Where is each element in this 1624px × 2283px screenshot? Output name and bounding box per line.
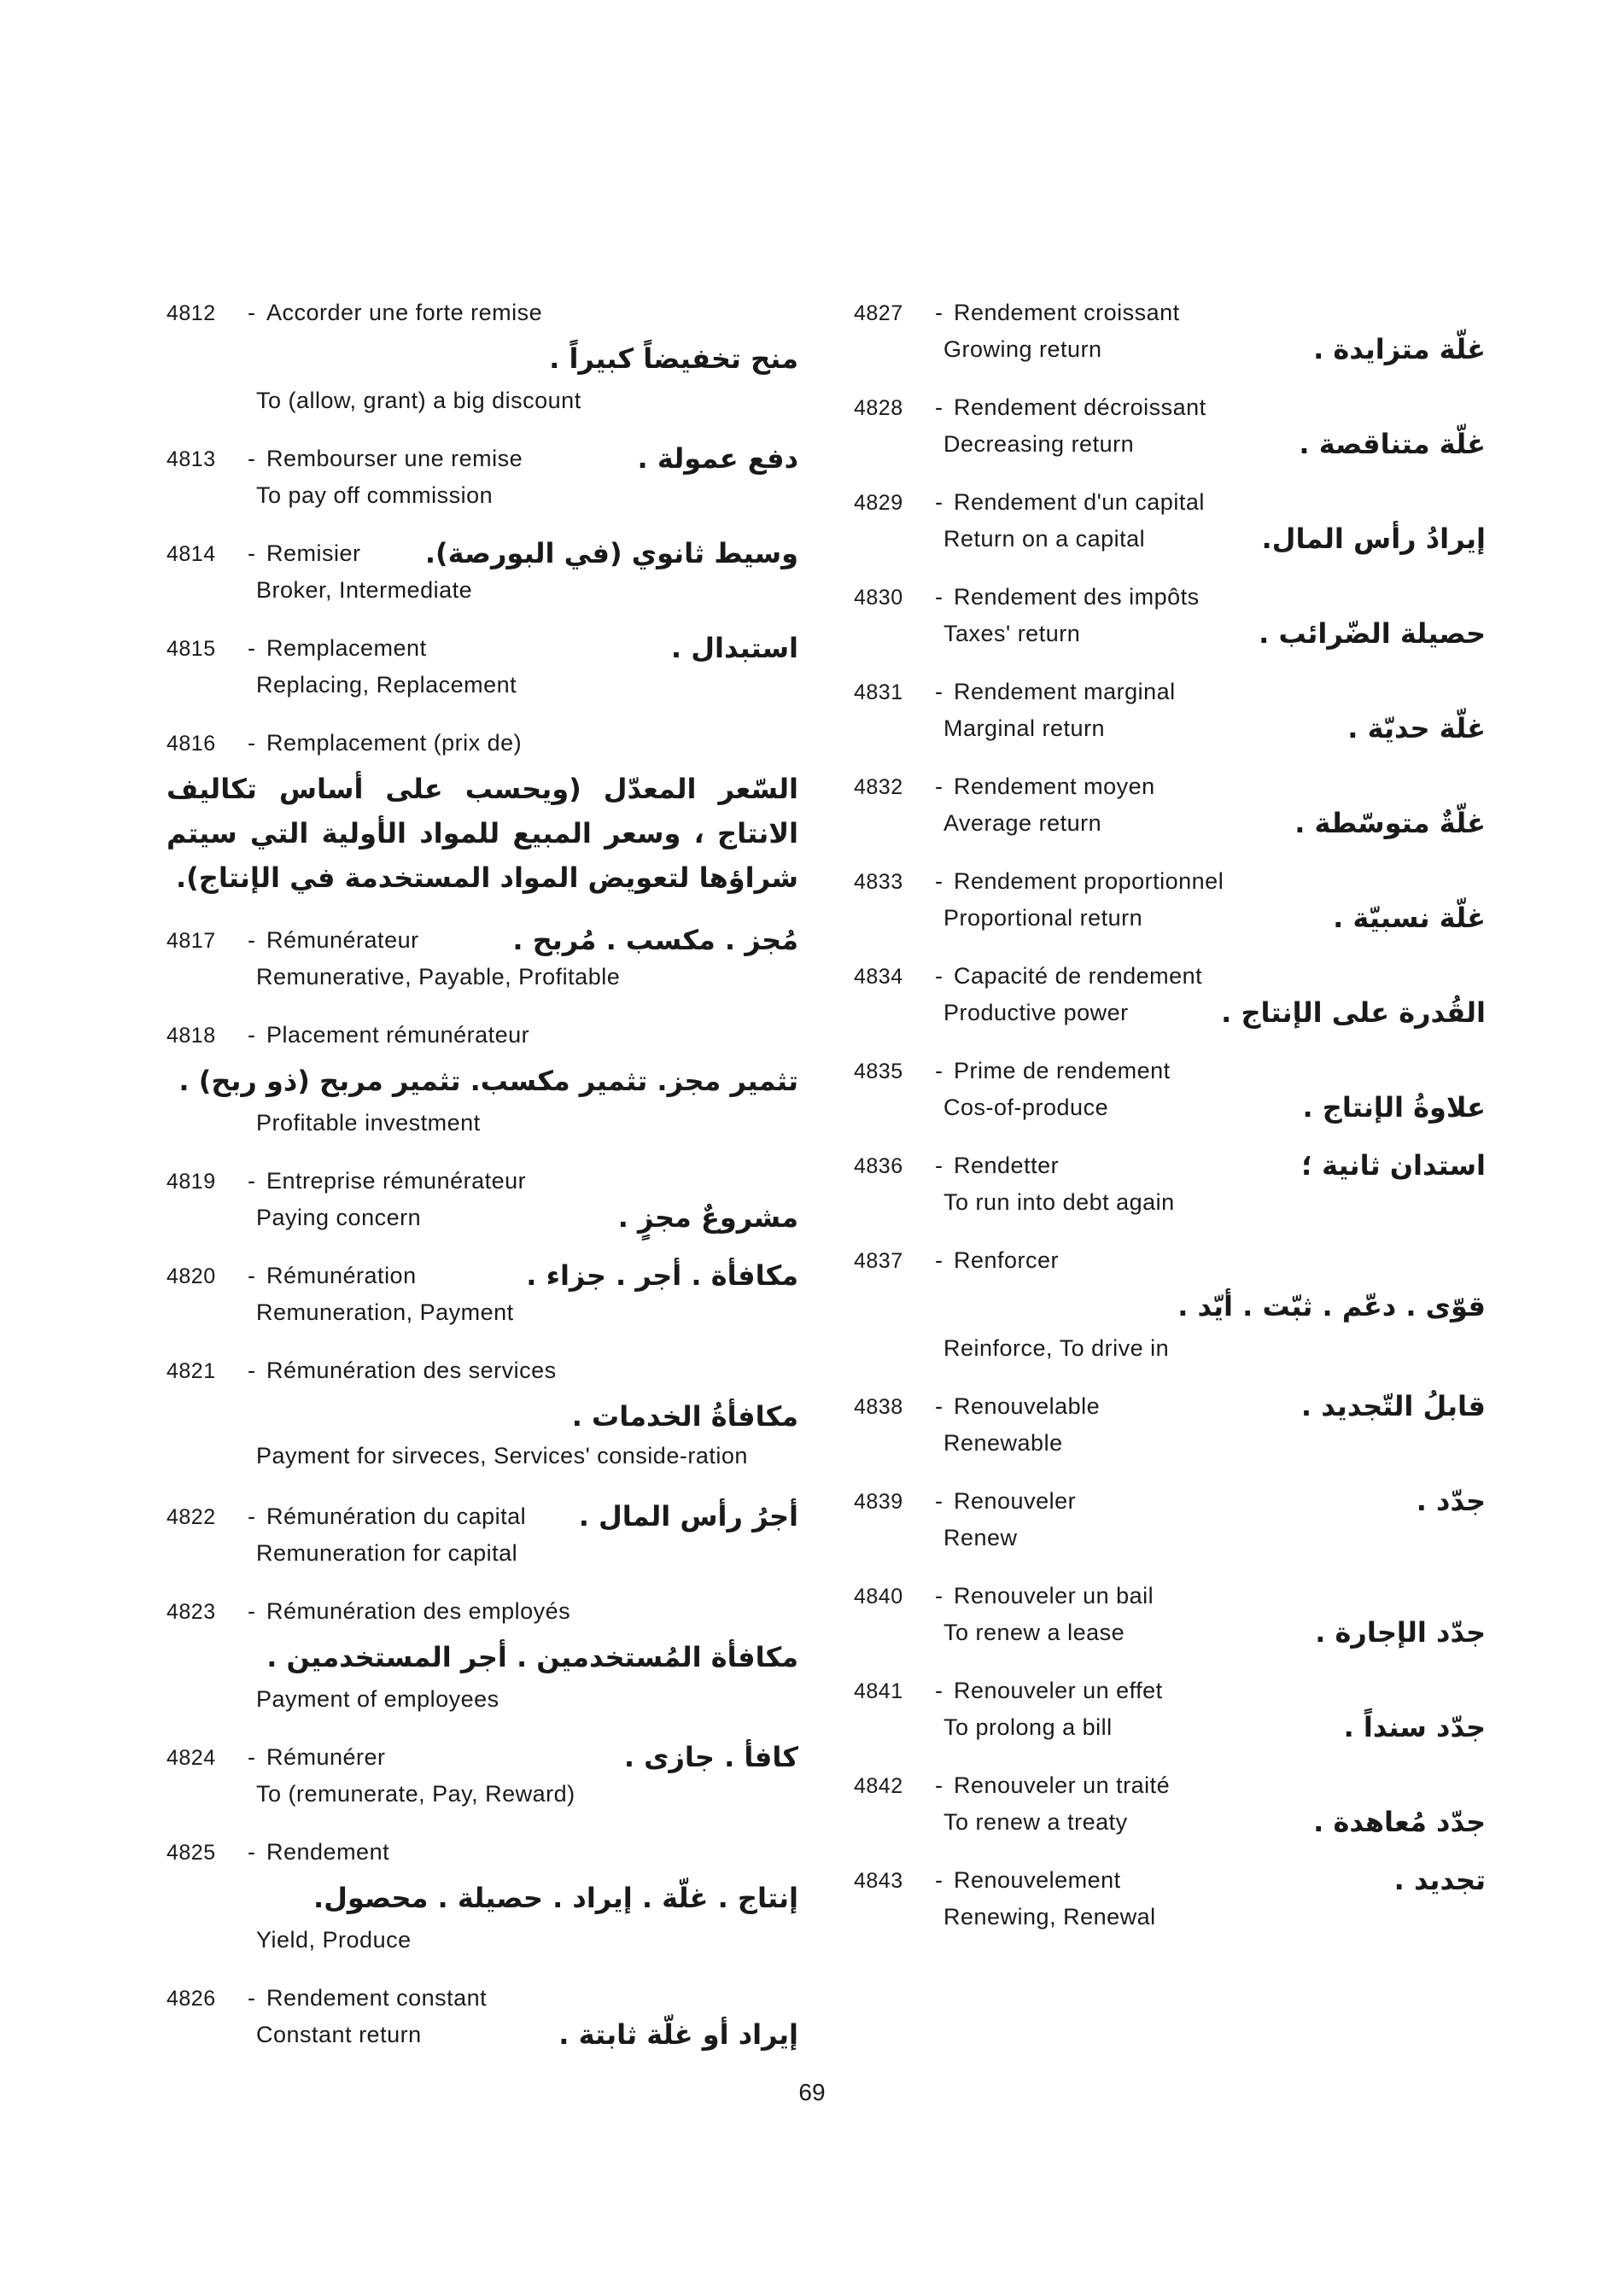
entry-number: 4829 [854, 491, 903, 515]
arabic-term: غلّةٌ متوسّطة . [1294, 807, 1486, 839]
english-term: Taxes' return [943, 621, 1081, 646]
arabic-term: حصيلة الضّرائب . [1259, 617, 1486, 650]
english-term: Renewing, Renewal [943, 1904, 1156, 1930]
french-term: Renouvelement [954, 1867, 1121, 1893]
entry-number: 4842 [854, 1774, 903, 1798]
french-term: Accorder une forte remise [266, 300, 543, 325]
arabic-term: أجرُ رأس المال . [578, 1500, 798, 1533]
entry-4841: 4841 - Renouveler un effet To prolong a bill جدّد سنداً . [854, 1673, 1486, 1745]
french-term: Rendement constant [266, 1985, 488, 2011]
arabic-term: مشروعٌ مجزٍ . [617, 1201, 798, 1234]
arabic-term: قوّى . دعّم . ثبّت . أيّد . [1177, 1290, 1486, 1323]
entry-number: 4831 [854, 680, 903, 704]
arabic-term: مكافأة . أجر . جزاء . [526, 1259, 798, 1292]
entry-4829: 4829 - Rendement d'un capital Return on a capital إيرادُ رأس المال. [854, 484, 1486, 557]
arabic-term: قابلُ التّجديد . [1300, 1390, 1486, 1422]
entry-4817: 4817 - Rémunérateur مُجز . مكسب . مُربح . Remunerative, Payable, Profitable [166, 922, 798, 995]
french-term: Rembourser une remise [266, 446, 523, 471]
french-term: Rendement [266, 1839, 390, 1865]
arabic-term: إيراد أو غلّة ثابتة . [558, 2018, 798, 2051]
arabic-term: جدّد مُعاهدة . [1313, 1806, 1486, 1838]
french-term: Rendetter [954, 1153, 1060, 1178]
arabic-term: وسيط ثانوي (في البورصة). [424, 537, 798, 569]
english-term: Cos-of-produce [943, 1095, 1109, 1120]
arabic-term: مكافأة المُستخدمين . أجر المستخدمين . [266, 1641, 798, 1673]
entry-4828: 4828 - Rendement décroissant Decreasing return غلّة متناقصة . [854, 389, 1486, 462]
entry-number: 4838 [854, 1395, 903, 1419]
entry-number: 4821 [166, 1359, 216, 1383]
entry-number: 4818 [166, 1024, 216, 1048]
entry-number: 4835 [854, 1060, 903, 1083]
entry-4816: 4816 - Remplacement (prix de) السّعر المعدّل (ويحسب على أساس تكاليف الانتاج ، وسعر المبيع للمواد الأولية التي سيتم شراؤها لتعويض المواد المستخدمة في الإنتاج). [166, 725, 798, 900]
entry-number: 4830 [854, 586, 903, 610]
entry-number: 4814 [166, 542, 216, 566]
french-term: Renouveler un effet [954, 1678, 1163, 1703]
english-term: Growing return [943, 336, 1102, 362]
english-term: Remunerative, Payable, Profitable [256, 964, 621, 990]
english-term: Payment of employees [256, 1686, 499, 1712]
english-term: Average return [943, 810, 1102, 836]
entry-number: 4822 [166, 1505, 216, 1529]
entry-4818: 4818 - Placement rémunérateur تثمير مجز. تثمير مكسب. تثمير مربح (ذو ربح) . Profitable investment [166, 1017, 798, 1141]
entry-number: 4825 [166, 1841, 216, 1865]
french-term: Rémunérateur [266, 927, 419, 953]
arabic-term: دفع عمولة . [637, 442, 798, 475]
french-term: Capacité de rendement [954, 963, 1203, 989]
arabic-term: إنتاج . غلّة . إيراد . حصيلة . محصول. [313, 1882, 798, 1914]
entry-number: 4836 [854, 1154, 903, 1178]
french-term: Renouveler un traité [954, 1772, 1171, 1798]
entry-4822: 4822 - Rémunération du capital أجرُ رأس المال . Remuneration for capital [166, 1498, 798, 1571]
arabic-term: مُجز . مكسب . مُربح . [512, 924, 798, 956]
entry-number: 4815 [166, 637, 216, 661]
entry-number: 4828 [854, 396, 903, 420]
english-term: To renew a lease [943, 1620, 1125, 1645]
entry-4824: 4824 - Rémunérer كافأ . جازى . To (remunerate, Pay, Reward) [166, 1739, 798, 1812]
entry-4840: 4840 - Renouveler un bail To renew a lease جدّد الإجارة . [854, 1578, 1486, 1650]
page-number: 69 [798, 2079, 826, 2105]
arabic-term: جدّد سنداً . [1343, 1711, 1486, 1743]
left-column [166, 295, 798, 2075]
entry-4834: 4834 - Capacité de rendement Productive power القُدرة على الإنتاج . [854, 958, 1486, 1031]
entry-4821: 4821 - Rémunération des services مكافأةُ الخدمات . Payment for sirveces, Services' conside-ration [166, 1352, 798, 1476]
entry-4812: 4812 - Accorder une forte remise منح تخفيضاً كبيراً . To (allow, grant) a big discount [166, 295, 798, 418]
entry-4813: 4813 - Rembourser une remise دفع عمولة . To pay off commission [166, 441, 798, 513]
french-term: Placement rémunérateur [266, 1022, 530, 1048]
entry-number: 4820 [166, 1264, 216, 1288]
entry-4823: 4823 - Rémunération des employés مكافأة المُستخدمين . أجر المستخدمين . Payment of employees [166, 1593, 798, 1717]
english-term: Productive power [943, 1000, 1129, 1025]
arabic-term: إيرادُ رأس المال. [1261, 523, 1486, 555]
english-term: To (remunerate, Pay, Reward) [256, 1781, 575, 1807]
arabic-term: استدان ثانية ؛ [1301, 1149, 1486, 1182]
french-term: Rémunérer [266, 1744, 386, 1770]
arabic-term: تجديد . [1393, 1864, 1486, 1896]
english-term: Decreasing return [943, 431, 1135, 457]
entry-4827: 4827 - Rendement croissant Growing return غلّة متزايدة . [854, 295, 1486, 367]
arabic-term: السّعر المعدّل (ويحسب على أساس تكاليف الانتاج ، وسعر المبيع للمواد الأولية التي سيتم شراؤها لتعويض المواد المستخدمة في الإنتاج). [166, 773, 798, 894]
entry-4835: 4835 - Prime de rendement Cos-of-produce علاوةُ الإنتاج . [854, 1053, 1486, 1125]
entry-4843: 4843 - Renouvelement تجديد . Renewing, Renewal [854, 1862, 1486, 1935]
french-term: Prime de rendement [954, 1058, 1171, 1083]
english-term: Marginal return [943, 715, 1106, 741]
entry-4833: 4833 - Rendement proportionnel Proportional return غلّة نسبيّة . [854, 863, 1486, 936]
entry-4830: 4830 - Rendement des impôts Taxes' return حصيلة الضّرائب . [854, 579, 1486, 651]
entry-4842: 4842 - Renouveler un traité To renew a treaty جدّد مُعاهدة . [854, 1767, 1486, 1840]
french-term: Rendement proportionnel [954, 868, 1224, 894]
arabic-term: كافأ . جازى . [623, 1741, 798, 1773]
french-term: Renouveler [954, 1488, 1077, 1514]
entry-4820: 4820 - Rémunération مكافأة . أجر . جزاء . Remuneration, Payment [166, 1258, 798, 1330]
english-term: Proportional return [943, 905, 1143, 931]
entry-4825: 4825 - Rendement إنتاج . غلّة . إيراد . حصيلة . محصول. Yield, Produce [166, 1834, 798, 1958]
entry-number: 4841 [854, 1679, 903, 1703]
english-term: Remuneration for capital [256, 1540, 518, 1566]
english-term: To pay off commission [256, 482, 494, 508]
english-term: Remuneration, Payment [256, 1299, 514, 1325]
entry-4838: 4838 - Renouvelable قابلُ التّجديد . Renewable [854, 1388, 1486, 1461]
entry-number: 4827 [854, 301, 903, 325]
english-term: Return on a capital [943, 526, 1146, 552]
entry-number: 4823 [166, 1600, 216, 1624]
entry-4831: 4831 - Rendement marginal Marginal return غلّة حديّة . [854, 674, 1486, 746]
english-term: Constant return إيراد أو غلّة ثابتة . [256, 2018, 798, 2051]
english-term: Renew [943, 1525, 1018, 1550]
english-term: To run into debt again [943, 1189, 1175, 1215]
arabic-term: مكافأةُ الخدمات . [571, 1400, 798, 1433]
arabic-term: جدّد الإجارة . [1315, 1616, 1486, 1649]
english-term: To prolong a bill [943, 1714, 1113, 1740]
french-term: Rendement décroissant [954, 394, 1206, 420]
french-term: Rémunération des services [266, 1358, 557, 1383]
english-term: To (allow, grant) a big discount [256, 388, 581, 413]
french-term: Remplacement [266, 635, 427, 661]
entry-4819: 4819 - Entreprise rémunérateur Paying concern مشروعٌ مجزٍ . [166, 1163, 798, 1235]
french-term: Rendement des impôts [954, 584, 1200, 610]
french-term: Rendement marginal [954, 679, 1176, 704]
entry-4814: 4814 - Remisier وسيط ثانوي (في البورصة). Broker, Intermediate [166, 535, 798, 608]
entry-4826: 4826 - Rendement constant Constant return إيراد أو غلّة ثابتة . [166, 1980, 798, 2052]
entry-4839: 4839 - Renouveler جدّد . Renew [854, 1483, 1486, 1556]
french-term: Rémunération du capital [266, 1504, 527, 1529]
french-term: Remplacement (prix de) [266, 730, 523, 756]
arabic-term: جدّد . [1416, 1485, 1486, 1517]
entry-number: 4812 [166, 301, 216, 325]
entry-number: 4840 [854, 1585, 903, 1609]
entry-number: 4817 [166, 929, 216, 953]
entry-number: 4816 [166, 732, 216, 756]
entry-number: 4824 [166, 1746, 216, 1770]
english-term: Paying concern مشروعٌ مجزٍ . [256, 1201, 798, 1234]
french-term: Rendement moyen [954, 774, 1155, 799]
arabic-term: استبدال . [670, 632, 798, 664]
arabic-term: غلّة حديّة . [1347, 712, 1486, 744]
french-term: Rémunération [266, 1263, 417, 1288]
entry-number: 4833 [854, 870, 903, 894]
french-term: Renouveler un bail [954, 1583, 1154, 1609]
entry-number: 4819 [166, 1170, 216, 1194]
english-term: Reinforce, To drive in [943, 1335, 1170, 1361]
arabic-term: منح تخفيضاً كبيراً . [549, 342, 798, 375]
english-term: Payment for sirveces, Services' conside-ration [256, 1443, 748, 1468]
english-term: Yield, Produce [256, 1927, 412, 1953]
arabic-term: علاوةُ الإنتاج . [1302, 1091, 1486, 1124]
entry-number: 4826 [166, 1987, 216, 2011]
entry-number: 4843 [854, 1869, 903, 1893]
entry-number: 4834 [854, 965, 903, 989]
english-term: Renewable [943, 1430, 1063, 1456]
arabic-term: تثمير مجز. تثمير مكسب. تثمير مربح (ذو ربح) . [178, 1065, 798, 1097]
french-term: Rendement croissant [954, 300, 1180, 325]
french-term: Renouvelable [954, 1393, 1101, 1419]
french-term: Rémunération des employés [266, 1598, 571, 1624]
french-term: Remisier [266, 540, 361, 566]
arabic-term: غلّة نسبيّة . [1333, 902, 1486, 934]
arabic-term: غلّة متناقصة . [1299, 428, 1486, 460]
french-term: Rendement d'un capital [954, 489, 1205, 515]
french-term: Entreprise rémunérateur [266, 1168, 527, 1194]
entry-4832: 4832 - Rendement moyen Average return غلّةٌ متوسّطة . [854, 768, 1486, 841]
entry-number: 4832 [854, 775, 903, 799]
entry-number: 4839 [854, 1490, 903, 1514]
entry-4815: 4815 - Remplacement استبدال . Replacing, Replacement [166, 630, 798, 703]
entry-4837: 4837 - Renforcer قوّى . دعّم . ثبّت . أيّد . Reinforce, To drive in [854, 1242, 1486, 1366]
french-term: Renforcer [954, 1247, 1060, 1273]
entry-4836: 4836 - Rendetter استدان ثانية ؛ To run into debt again [854, 1147, 1486, 1220]
entry-number: 4837 [854, 1249, 903, 1273]
english-term: Replacing, Replacement [256, 672, 517, 698]
english-term: To renew a treaty [943, 1809, 1128, 1835]
arabic-term: القُدرة على الإنتاج . [1221, 996, 1486, 1029]
entry-number: 4813 [166, 447, 216, 471]
english-term: Broker, Intermediate [256, 577, 473, 603]
english-term: Profitable investment [256, 1110, 481, 1136]
arabic-term: غلّة متزايدة . [1313, 333, 1486, 365]
right-column [854, 295, 1486, 1957]
